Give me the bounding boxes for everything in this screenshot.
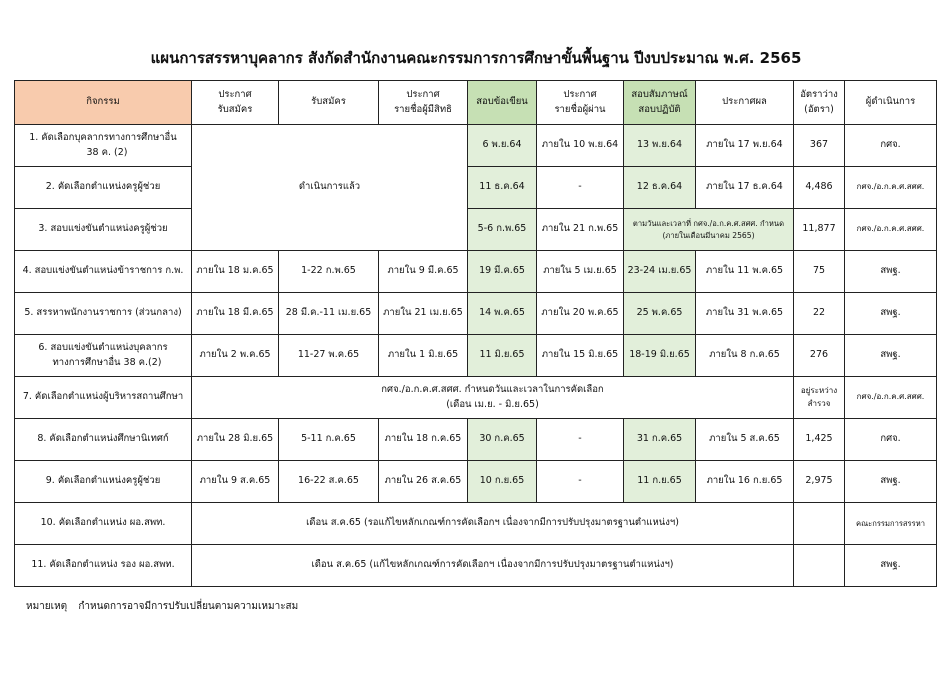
- row5-result: ภายใน 31 พ.ค.65: [696, 293, 794, 335]
- row6-vacancy: 276: [794, 335, 845, 377]
- row11-activity: 11. คัดเลือกตำแหน่ง รอง ผอ.สพท.: [15, 545, 192, 587]
- row1-activity: [15, 125, 192, 167]
- row4-announce: ภายใน 18 ม.ค.65: [192, 251, 279, 293]
- footnote: [26, 599, 306, 614]
- row6-interview: 18-19 มิ.ย.65: [624, 335, 696, 377]
- row6-apply: 11-27 พ.ค.65: [279, 335, 379, 377]
- row6-written: 11 มิ.ย.65: [468, 335, 537, 377]
- row2-result: ภายใน 17 ธ.ค.64: [696, 167, 794, 209]
- row1-passed: ภายใน 10 พ.ย.64: [537, 125, 624, 167]
- header-written-exam: สอบข้อเขียน: [468, 81, 537, 125]
- table-row: [15, 545, 937, 587]
- row7-schedule-note: [192, 377, 794, 419]
- header-eligible-line1: ประกาศ: [406, 88, 440, 100]
- row8-activity: 8. คัดเลือกตำแหน่งศึกษานิเทศก์: [15, 419, 192, 461]
- header-interview-line1: สอบสัมภาษณ์: [631, 88, 688, 100]
- row3-passed: ภายใน 21 ก.พ.65: [537, 209, 624, 251]
- header-vacancy: [794, 81, 845, 125]
- table-row: [15, 377, 937, 419]
- header-interview-line2: สอบปฏิบัติ: [638, 103, 681, 115]
- row8-apply: 5-11 ก.ค.65: [279, 419, 379, 461]
- row3-interview-line2: (ภายในเดือนมีนาคม 2565): [662, 230, 755, 240]
- row1-interview: 13 พ.ย.64: [624, 125, 696, 167]
- table-row: [15, 503, 937, 545]
- row1-result: ภายใน 17 พ.ย.64: [696, 125, 794, 167]
- row11-schedule-note: เดือน ส.ค.65 (แก้ไขหลักเกณฑ์การคัดเลือกฯ เนื่องจากมีการปรับปรุงมาตรฐานตำแหน่งฯ): [192, 545, 794, 587]
- row7-schedule-line1: กศจ./อ.ก.ค.ศ.สศศ. กำหนดวันและเวลาในการคัดเลือก: [381, 383, 604, 395]
- row2-passed: -: [537, 167, 624, 209]
- row3-operator: กศจ./อ.ก.ค.ศ.สศศ.: [845, 209, 937, 251]
- row6-announce: ภายใน 2 พ.ค.65: [192, 335, 279, 377]
- row2-written: 11 ธ.ค.64: [468, 167, 537, 209]
- row4-activity: 4. สอบแข่งขันตำแหน่งข้าราชการ ก.พ.: [15, 251, 192, 293]
- row8-written: 30 ก.ค.65: [468, 419, 537, 461]
- table-row: [15, 461, 937, 503]
- header-eligible-line2: รายชื่อผู้มีสิทธิ: [394, 103, 452, 115]
- header-passed-line2: รายชื่อผู้ผ่าน: [554, 103, 606, 115]
- header-vacancy-line2: (อัตรา): [804, 103, 834, 115]
- row8-operator: กศจ.: [845, 419, 937, 461]
- header-activity: กิจกรรม: [15, 81, 192, 125]
- table-row: [15, 251, 937, 293]
- row5-eligible: ภายใน 21 เม.ย.65: [379, 293, 468, 335]
- footnote-text: กำหนดการอาจมีการปรับเปลี่ยนตามความเหมาะสม: [78, 601, 299, 612]
- row10-vacancy: [794, 503, 845, 545]
- row6-activity-line1: 6. สอบแข่งขันตำแหน่งบุคลากร: [38, 341, 168, 353]
- recruitment-plan-table: [14, 80, 937, 587]
- row6-passed: ภายใน 15 มิ.ย.65: [537, 335, 624, 377]
- row4-written: 19 มี.ค.65: [468, 251, 537, 293]
- row11-vacancy: [794, 545, 845, 587]
- row11-operator: สพฐ.: [845, 545, 937, 587]
- row2-vacancy: 4,486: [794, 167, 845, 209]
- row9-passed: -: [537, 461, 624, 503]
- row9-interview: 11 ก.ย.65: [624, 461, 696, 503]
- footnote-label: หมายเหตุ: [26, 601, 68, 612]
- row7-activity: 7. คัดเลือกตำแหน่งผู้บริหารสถานศึกษา: [15, 377, 192, 419]
- row4-eligible: ภายใน 9 มี.ค.65: [379, 251, 468, 293]
- row2-activity: 2. คัดเลือกตำแหน่งครูผู้ช่วย: [15, 167, 192, 209]
- row9-apply: 16-22 ส.ค.65: [279, 461, 379, 503]
- row5-announce: ภายใน 18 มี.ค.65: [192, 293, 279, 335]
- row7-vacancy: [794, 377, 845, 419]
- table-row: [15, 335, 937, 377]
- row3-written: 5-6 ก.พ.65: [468, 209, 537, 251]
- row9-written: 10 ก.ย.65: [468, 461, 537, 503]
- row10-operator: คณะกรรมการสรรหา: [845, 503, 937, 545]
- row9-vacancy: 2,975: [794, 461, 845, 503]
- row3-vacancy: 11,877: [794, 209, 845, 251]
- row6-result: ภายใน 8 ก.ค.65: [696, 335, 794, 377]
- row9-operator: สพฐ.: [845, 461, 937, 503]
- row6-activity: [15, 335, 192, 377]
- row5-written: 14 พ.ค.65: [468, 293, 537, 335]
- header-announce-apply: [192, 81, 279, 125]
- row3-interview-line1: ตามวันและเวลาที่ กศจ./อ.ก.ค.ศ.สศศ. กำหนด: [632, 218, 785, 228]
- row5-operator: สพฐ.: [845, 293, 937, 335]
- row4-operator: สพฐ.: [845, 251, 937, 293]
- table-row: [15, 167, 937, 209]
- row1-operator: กศจ.: [845, 125, 937, 167]
- row8-announce: ภายใน 28 มิ.ย.65: [192, 419, 279, 461]
- row9-activity: 9. คัดเลือกตำแหน่งครูผู้ช่วย: [15, 461, 192, 503]
- row9-announce: ภายใน 9 ส.ค.65: [192, 461, 279, 503]
- row6-operator: สพฐ.: [845, 335, 937, 377]
- row8-interview: 31 ก.ค.65: [624, 419, 696, 461]
- row1-written: 6 พ.ย.64: [468, 125, 537, 167]
- row4-apply: 1-22 ก.พ.65: [279, 251, 379, 293]
- row9-eligible: ภายใน 26 ส.ค.65: [379, 461, 468, 503]
- row5-passed: ภายใน 20 พ.ค.65: [537, 293, 624, 335]
- row5-activity: 5. สรรหาพนักงานราชการ (ส่วนกลาง): [15, 293, 192, 335]
- row8-passed: -: [537, 419, 624, 461]
- row5-vacancy: 22: [794, 293, 845, 335]
- row1-vacancy: 367: [794, 125, 845, 167]
- header-result: ประกาศผล: [696, 81, 794, 125]
- row2-interview: 12 ธ.ค.64: [624, 167, 696, 209]
- row8-result: ภายใน 5 ส.ค.65: [696, 419, 794, 461]
- row10-schedule-note: เดือน ส.ค.65 (รอแก้ไขหลักเกณฑ์การคัดเลือกฯ เนื่องจากมีการปรับปรุงมาตรฐานตำแหน่งฯ): [192, 503, 794, 545]
- row4-result: ภายใน 11 พ.ค.65: [696, 251, 794, 293]
- row1-activity-line2: 38 ค. (2): [86, 146, 128, 158]
- row9-result: ภายใน 16 ก.ย.65: [696, 461, 794, 503]
- row5-interview: 25 พ.ค.65: [624, 293, 696, 335]
- header-row: [15, 81, 937, 125]
- header-passed: [537, 81, 624, 125]
- row3-interview: [624, 209, 794, 251]
- header-announce-apply-line2: รับสมัคร: [217, 103, 253, 115]
- row2-operator: กศจ./อ.ก.ค.ศ.สศศ.: [845, 167, 937, 209]
- table-row: [15, 209, 937, 251]
- page-title: แผนการสรรหาบุคลากร สังกัดสำนักงานคณะกรรมการการศึกษาขั้นพื้นฐาน ปีงบประมาณ พ.ศ. 2565: [150, 49, 802, 67]
- row8-eligible: ภายใน 18 ก.ค.65: [379, 419, 468, 461]
- row4-passed: ภายใน 5 เม.ย.65: [537, 251, 624, 293]
- row7-vacancy-line1: อยู่ระหว่าง: [800, 386, 838, 396]
- header-apply: รับสมัคร: [279, 81, 379, 125]
- header-vacancy-line1: อัตราว่าง: [800, 88, 838, 100]
- row1-activity-line1: 1. คัดเลือกบุคลากรทางการศึกษาอื่น: [29, 131, 177, 143]
- header-operator: ผู้ดำเนินการ: [845, 81, 937, 125]
- row7-vacancy-line2: สำรวจ: [807, 398, 831, 408]
- done-note: ดำเนินการแล้ว: [192, 125, 468, 251]
- header-passed-line1: ประกาศ: [563, 88, 597, 100]
- table-row: [15, 293, 937, 335]
- row8-vacancy: 1,425: [794, 419, 845, 461]
- row3-activity: 3. สอบแข่งขันตำแหน่งครูผู้ช่วย: [15, 209, 192, 251]
- row6-activity-line2: ทางการศึกษาอื่น 38 ค.(2): [52, 356, 162, 368]
- row6-eligible: ภายใน 1 มิ.ย.65: [379, 335, 468, 377]
- row7-schedule-line2: (เดือน เม.ย. - มิ.ย.65): [446, 398, 539, 410]
- row7-operator: กศจ./อ.ก.ค.ศ.สศศ.: [845, 377, 937, 419]
- row10-activity: 10. คัดเลือกตำแหน่ง ผอ.สพท.: [15, 503, 192, 545]
- header-interview: [624, 81, 696, 125]
- row5-apply: 28 มี.ค.-11 เม.ย.65: [279, 293, 379, 335]
- row4-vacancy: 75: [794, 251, 845, 293]
- table-row: [15, 125, 937, 167]
- row4-interview: 23-24 เม.ย.65: [624, 251, 696, 293]
- table-row: [15, 419, 937, 461]
- header-announce-apply-line1: ประกาศ: [218, 88, 252, 100]
- header-eligible: [379, 81, 468, 125]
